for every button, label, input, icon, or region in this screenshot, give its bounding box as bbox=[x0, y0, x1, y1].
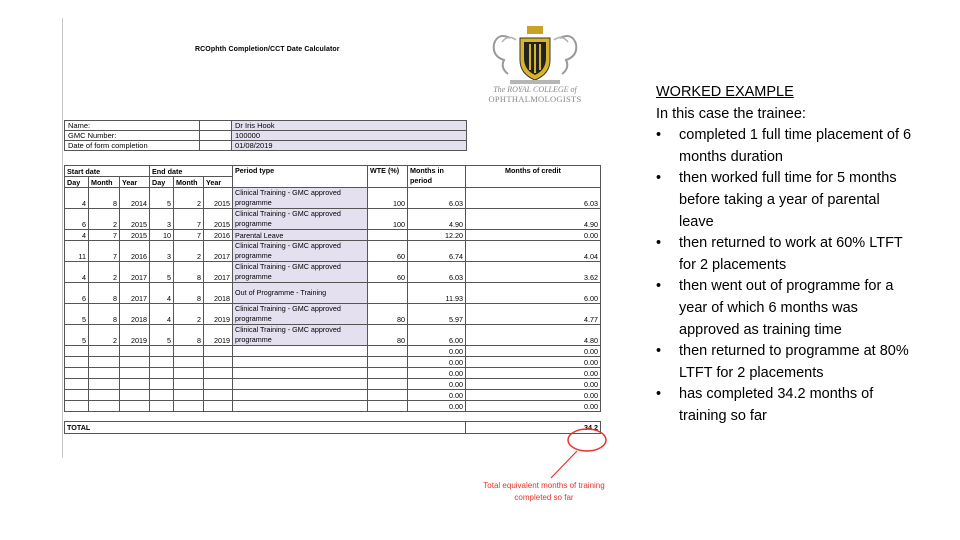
empty-cell bbox=[233, 368, 368, 379]
wte-cell: 60 bbox=[368, 241, 408, 262]
trainee-info-table bbox=[64, 120, 467, 151]
start-year-cell: 2016 bbox=[120, 241, 150, 262]
months-in-period-cell: 0.00 bbox=[408, 357, 466, 368]
months-in-period-cell: 11.93 bbox=[408, 283, 466, 304]
end-month-cell: 8 bbox=[174, 325, 204, 346]
empty-cell bbox=[89, 357, 120, 368]
empty-cell bbox=[368, 401, 408, 412]
empty-cell bbox=[174, 379, 204, 390]
months-credit-cell: 0.00 bbox=[466, 230, 601, 241]
empty-cell bbox=[233, 357, 368, 368]
empty-cell bbox=[120, 401, 150, 412]
info-row-gmc bbox=[65, 131, 467, 141]
logo-text-line2: OPHTHALMOLOGISTS bbox=[488, 94, 582, 104]
period-type-cell: Clinical Training - GMC approved programme bbox=[233, 209, 368, 230]
months-credit-cell: 0.00 bbox=[466, 368, 601, 379]
start-year-cell: 2018 bbox=[120, 304, 150, 325]
empty-cell bbox=[174, 368, 204, 379]
empty-cell bbox=[120, 368, 150, 379]
table-header-row bbox=[65, 166, 601, 177]
empty-cell bbox=[89, 401, 120, 412]
empty-cell bbox=[89, 379, 120, 390]
empty-cell bbox=[233, 390, 368, 401]
empty-cell bbox=[174, 401, 204, 412]
empty-cell bbox=[368, 368, 408, 379]
wte-cell bbox=[368, 283, 408, 304]
period-type-cell: Clinical Training - GMC approved programme bbox=[233, 241, 368, 262]
start-month-cell: 8 bbox=[89, 283, 120, 304]
end-month-cell: 2 bbox=[174, 188, 204, 209]
total-callout-text: Total equivalent months of training completed so far bbox=[483, 481, 605, 502]
table-row bbox=[65, 230, 601, 241]
empty-cell bbox=[65, 357, 89, 368]
total-label: TOTAL bbox=[65, 422, 466, 434]
crest-icon bbox=[480, 24, 590, 86]
start-day-cell: 6 bbox=[65, 209, 89, 230]
start-day-cell: 4 bbox=[65, 188, 89, 209]
start-day-cell: 6 bbox=[65, 283, 89, 304]
empty-cell bbox=[89, 390, 120, 401]
bullet-icon: • bbox=[656, 170, 662, 187]
worked-example-bullet bbox=[656, 384, 916, 427]
wte-cell: 100 bbox=[368, 209, 408, 230]
bullet-icon: • bbox=[656, 235, 662, 252]
empty-cell bbox=[368, 390, 408, 401]
end-month-cell: 8 bbox=[174, 283, 204, 304]
end-month-cell: 8 bbox=[174, 262, 204, 283]
empty-cell bbox=[204, 401, 233, 412]
empty-cell bbox=[65, 379, 89, 390]
form-date-label: Date of form completion bbox=[65, 141, 200, 151]
spacer-cell bbox=[65, 412, 601, 422]
months-in-period-line1: Months in bbox=[410, 166, 444, 175]
empty-cell bbox=[174, 357, 204, 368]
months-in-period-cell: 0.00 bbox=[408, 368, 466, 379]
empty-cell bbox=[65, 346, 89, 357]
calculator-title: RCOphth Completion/CCT Date Calculator bbox=[195, 46, 340, 53]
bullet-icon: • bbox=[656, 343, 662, 360]
end-day-cell: 5 bbox=[150, 188, 174, 209]
empty-cell bbox=[204, 346, 233, 357]
worked-example-bullet bbox=[656, 168, 916, 233]
empty-cell bbox=[120, 390, 150, 401]
months-credit-cell: 6.03 bbox=[466, 188, 601, 209]
placement-rows bbox=[65, 188, 601, 346]
start-day-cell: 5 bbox=[65, 304, 89, 325]
table-row bbox=[65, 262, 601, 283]
worked-example-bullet bbox=[656, 125, 916, 168]
end-day-cell: 5 bbox=[150, 262, 174, 283]
months-in-period-header bbox=[408, 166, 466, 188]
end-year-cell: 2016 bbox=[204, 230, 233, 241]
start-day-cell: 4 bbox=[65, 230, 89, 241]
end-month-cell: 7 bbox=[174, 230, 204, 241]
months-in-period-cell: 0.00 bbox=[408, 401, 466, 412]
empty-table-row bbox=[65, 346, 601, 357]
empty-cell bbox=[204, 390, 233, 401]
empty-cell bbox=[89, 368, 120, 379]
empty-cell bbox=[150, 368, 174, 379]
empty-cell bbox=[150, 401, 174, 412]
empty-cell bbox=[89, 346, 120, 357]
period-type-cell: Clinical Training - GMC approved programme bbox=[233, 304, 368, 325]
end-day-cell: 3 bbox=[150, 241, 174, 262]
start-year-cell: 2017 bbox=[120, 262, 150, 283]
wte-cell bbox=[368, 230, 408, 241]
empty-cell bbox=[174, 390, 204, 401]
months-credit-cell: 0.00 bbox=[466, 357, 601, 368]
bullet-icon: • bbox=[656, 278, 662, 295]
start-day-cell: 11 bbox=[65, 241, 89, 262]
bullet-text: then worked full time for 5 months before taking a year of parental leave bbox=[679, 170, 897, 230]
wte-header: WTE (%) bbox=[368, 166, 408, 188]
total-value: 34.2 bbox=[466, 422, 601, 434]
end-day-header: Day bbox=[150, 177, 174, 188]
period-type-cell: Parental Leave bbox=[233, 230, 368, 241]
bullet-text: then returned to work at 60% LTFT for 2 placements bbox=[679, 235, 903, 273]
empty-table-row bbox=[65, 357, 601, 368]
bullet-icon: • bbox=[656, 386, 662, 403]
info-gap-cell bbox=[200, 121, 232, 131]
months-in-period-cell: 6.00 bbox=[408, 325, 466, 346]
empty-cell bbox=[65, 401, 89, 412]
end-day-cell: 4 bbox=[150, 304, 174, 325]
wte-cell: 100 bbox=[368, 188, 408, 209]
months-in-period-cell: 5.97 bbox=[408, 304, 466, 325]
table-row bbox=[65, 188, 601, 209]
end-day-cell: 10 bbox=[150, 230, 174, 241]
name-value: Dr Iris Hook bbox=[232, 121, 467, 131]
start-month-cell: 2 bbox=[89, 325, 120, 346]
end-day-cell: 5 bbox=[150, 325, 174, 346]
months-credit-cell: 4.90 bbox=[466, 209, 601, 230]
end-year-cell: 2015 bbox=[204, 188, 233, 209]
end-year-cell: 2017 bbox=[204, 262, 233, 283]
months-in-period-cell: 0.00 bbox=[408, 346, 466, 357]
worked-example-intro: In this case the trainee: bbox=[656, 105, 806, 122]
months-in-period-cell: 0.00 bbox=[408, 379, 466, 390]
months-credit-cell: 4.77 bbox=[466, 304, 601, 325]
table-row bbox=[65, 241, 601, 262]
end-day-cell: 3 bbox=[150, 209, 174, 230]
empty-table-row bbox=[65, 401, 601, 412]
form-date-value: 01/08/2019 bbox=[232, 141, 467, 151]
empty-cell bbox=[233, 401, 368, 412]
end-year-header: Year bbox=[204, 177, 233, 188]
months-credit-cell: 0.00 bbox=[466, 346, 601, 357]
months-in-period-cell: 6.03 bbox=[408, 262, 466, 283]
info-row-name bbox=[65, 121, 467, 131]
end-day-cell: 4 bbox=[150, 283, 174, 304]
empty-cell bbox=[204, 379, 233, 390]
gmc-label: GMC Number: bbox=[65, 131, 200, 141]
worked-example-heading: WORKED EXAMPLE bbox=[656, 84, 794, 100]
empty-rows bbox=[65, 346, 601, 412]
bullet-text: then went out of programme for a year of which 6 months was approved as training time bbox=[679, 278, 894, 338]
name-label: Name: bbox=[65, 121, 200, 131]
bullet-text: then returned to programme at 80% LTFT for 2 placements bbox=[679, 343, 909, 381]
empty-table-row bbox=[65, 390, 601, 401]
months-in-period-cell: 12.20 bbox=[408, 230, 466, 241]
end-year-cell: 2017 bbox=[204, 241, 233, 262]
start-day-cell: 5 bbox=[65, 325, 89, 346]
empty-cell bbox=[150, 390, 174, 401]
period-type-cell: Clinical Training - GMC approved programme bbox=[233, 325, 368, 346]
months-in-period-cell: 4.90 bbox=[408, 209, 466, 230]
table-row bbox=[65, 304, 601, 325]
empty-cell bbox=[368, 357, 408, 368]
empty-cell bbox=[368, 379, 408, 390]
gmc-value: 100000 bbox=[232, 131, 467, 141]
start-month-cell: 8 bbox=[89, 304, 120, 325]
empty-cell bbox=[150, 379, 174, 390]
empty-cell bbox=[204, 357, 233, 368]
period-type-cell: Clinical Training - GMC approved programme bbox=[233, 262, 368, 283]
empty-cell bbox=[120, 346, 150, 357]
start-day-cell: 4 bbox=[65, 262, 89, 283]
start-month-cell: 8 bbox=[89, 188, 120, 209]
start-year-cell: 2015 bbox=[120, 230, 150, 241]
wte-cell: 80 bbox=[368, 304, 408, 325]
table-row bbox=[65, 209, 601, 230]
logo-text-line1: The ROYAL COLLEGE of bbox=[493, 85, 577, 94]
bullet-text: completed 1 full time placement of 6 months duration bbox=[679, 127, 912, 165]
start-year-cell: 2014 bbox=[120, 188, 150, 209]
worked-example-bullet bbox=[656, 276, 916, 341]
worked-example-bullet bbox=[656, 233, 916, 276]
start-year-cell: 2019 bbox=[120, 325, 150, 346]
worked-example-notes bbox=[656, 82, 916, 428]
period-type-header: Period type bbox=[233, 166, 368, 188]
end-month-cell: 2 bbox=[174, 304, 204, 325]
end-year-cell: 2019 bbox=[204, 325, 233, 346]
bullet-text: has completed 34.2 months of training so far bbox=[679, 386, 874, 424]
wte-cell: 60 bbox=[368, 262, 408, 283]
empty-cell bbox=[150, 357, 174, 368]
table-row bbox=[65, 325, 601, 346]
empty-cell bbox=[233, 346, 368, 357]
months-credit-cell: 0.00 bbox=[466, 379, 601, 390]
months-credit-cell: 4.04 bbox=[466, 241, 601, 262]
start-year-cell: 2015 bbox=[120, 209, 150, 230]
end-month-cell: 7 bbox=[174, 209, 204, 230]
end-year-cell: 2019 bbox=[204, 304, 233, 325]
months-in-period-cell: 6.03 bbox=[408, 188, 466, 209]
end-month-cell: 2 bbox=[174, 241, 204, 262]
empty-cell bbox=[150, 346, 174, 357]
end-month-header: Month bbox=[174, 177, 204, 188]
end-date-header: End date bbox=[150, 166, 233, 177]
start-month-cell: 2 bbox=[89, 262, 120, 283]
months-in-period-line2: period bbox=[410, 176, 432, 185]
spacer-row bbox=[65, 412, 601, 422]
table-row bbox=[65, 283, 601, 304]
start-month-cell: 7 bbox=[89, 230, 120, 241]
start-month-header: Month bbox=[89, 177, 120, 188]
info-row-date bbox=[65, 141, 467, 151]
bullet-icon: • bbox=[656, 127, 662, 144]
empty-cell bbox=[120, 357, 150, 368]
months-credit-header: Months of credit bbox=[466, 166, 601, 188]
period-type-cell: Out of Programme - Training bbox=[233, 283, 368, 304]
months-credit-cell: 3.62 bbox=[466, 262, 601, 283]
months-credit-cell: 0.00 bbox=[466, 401, 601, 412]
empty-cell bbox=[204, 368, 233, 379]
college-logo bbox=[480, 24, 590, 106]
total-row bbox=[65, 422, 601, 434]
months-credit-cell: 0.00 bbox=[466, 390, 601, 401]
end-year-cell: 2015 bbox=[204, 209, 233, 230]
wte-cell: 80 bbox=[368, 325, 408, 346]
empty-table-row bbox=[65, 368, 601, 379]
months-credit-cell: 6.00 bbox=[466, 283, 601, 304]
start-year-cell: 2017 bbox=[120, 283, 150, 304]
info-gap-cell bbox=[200, 131, 232, 141]
empty-cell bbox=[368, 346, 408, 357]
start-year-header: Year bbox=[120, 177, 150, 188]
start-month-cell: 7 bbox=[89, 241, 120, 262]
empty-cell bbox=[174, 346, 204, 357]
months-in-period-cell: 6.74 bbox=[408, 241, 466, 262]
info-gap-cell bbox=[200, 141, 232, 151]
empty-table-row bbox=[65, 379, 601, 390]
worked-example-bullet bbox=[656, 341, 916, 384]
start-month-cell: 2 bbox=[89, 209, 120, 230]
start-day-header: Day bbox=[65, 177, 89, 188]
empty-cell bbox=[65, 368, 89, 379]
period-type-cell: Clinical Training - GMC approved programme bbox=[233, 188, 368, 209]
months-in-period-cell: 0.00 bbox=[408, 390, 466, 401]
empty-cell bbox=[120, 379, 150, 390]
placements-table bbox=[64, 165, 601, 434]
start-date-header: Start date bbox=[65, 166, 150, 177]
months-credit-cell: 4.80 bbox=[466, 325, 601, 346]
empty-cell bbox=[65, 390, 89, 401]
empty-cell bbox=[233, 379, 368, 390]
worked-example-bullets bbox=[656, 125, 916, 427]
end-year-cell: 2018 bbox=[204, 283, 233, 304]
